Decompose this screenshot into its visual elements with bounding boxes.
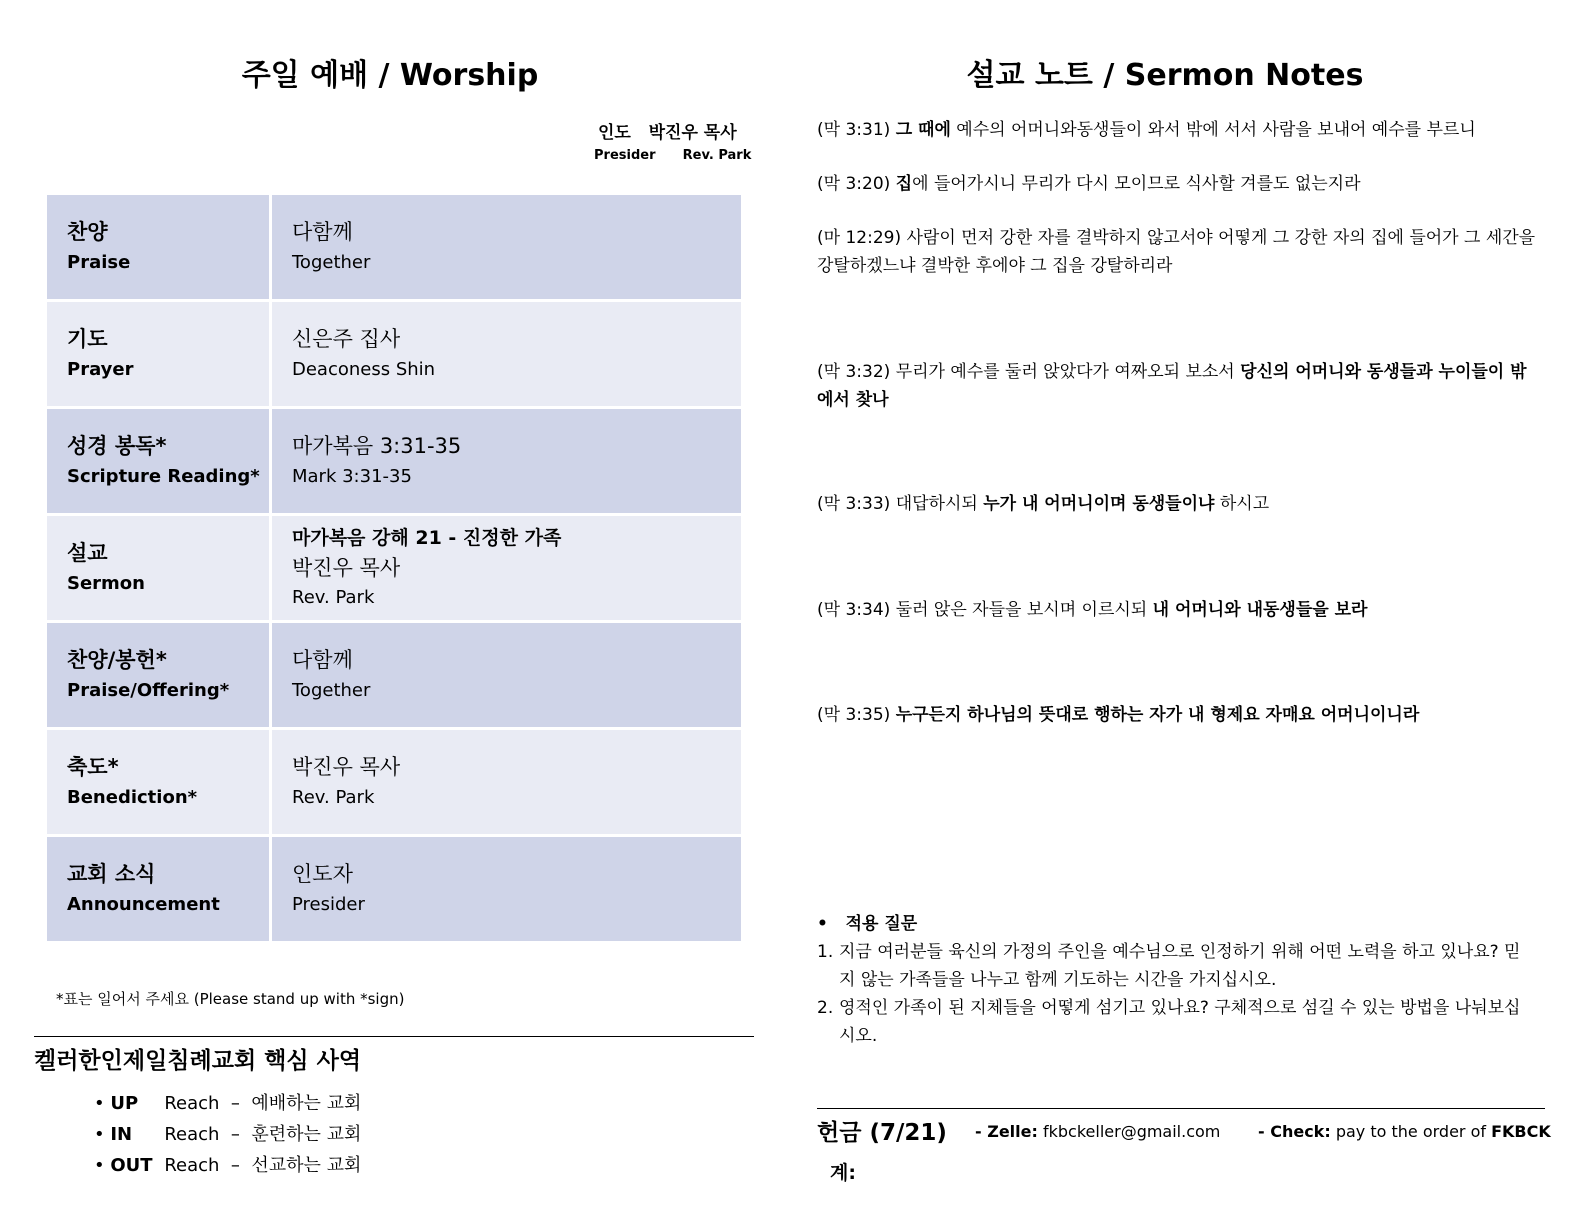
presider-en-label: Presider [594, 148, 656, 163]
order-label-cell [46, 408, 271, 515]
right-divider [817, 1108, 1545, 1109]
order-ko: 찬양 [67, 220, 108, 244]
presider-ko-name: 박진우 목사 [648, 123, 737, 143]
zelle-info: - Zelle: fkbckeller@gmail.com [975, 1122, 1221, 1141]
order-en: Benediction* [67, 787, 198, 808]
question-1: 1. 지금 여러분들 육신의 가정의 주인을 예수님으로 인정하기 위해 어떤 노력을 하고 있나요? 믿지 않는 가족들을 나누고 함께 기도하는 시간을 가지십시오. [817, 942, 1521, 990]
detail-en: Deaconess Shin [292, 359, 436, 380]
verse-5: (막 3:33) 대답하시되 누가 내 어머니이며 동생들이냐 하시고 [817, 494, 1270, 514]
verse-6: (막 3:34) 둘러 앉은 자들을 보시며 이르시되 내 어머니와 내동생들을 보라 [817, 600, 1368, 620]
order-en: Scripture Reading* [67, 466, 260, 487]
order-detail-cell [271, 408, 743, 515]
order-ko: 설교 [67, 541, 108, 565]
order-detail-cell [271, 194, 743, 301]
order-detail-cell [271, 622, 743, 729]
order-ko: 성경 봉독* [67, 434, 167, 458]
presider-en-name: Rev. Park [682, 148, 752, 163]
ministry-item-up: • UP Reach – 예배하는 교회 [94, 1093, 362, 1114]
presider-label-en [594, 148, 751, 163]
sermon-title: 마가복음 강해 21 - 진정한 가족 [292, 527, 562, 549]
questions-title: • 적용 질문 [817, 914, 918, 934]
order-label-cell [46, 301, 271, 408]
worship-title: 주일 예배 / Worship [241, 58, 539, 93]
verse-3: (마 12:29) 사람이 먼저 강한 자를 결박하지 않고서야 어떻게 그 강한 자의 집에 들어가 그 세간을 강탈하겠느냐 결박한 후에야 그 집을 강탈하리라 [817, 228, 1536, 276]
verse-4: (막 3:32) 무리가 예수를 둘러 앉았다가 여짜오되 보소서 당신의 어머니와 동생들과 누이들이 밖에서 찾나 [817, 362, 1527, 410]
order-ko: 축도* [67, 755, 119, 779]
order-en: Prayer [67, 359, 134, 380]
detail-ko: 인도자 [292, 862, 353, 886]
order-row-praise [46, 194, 743, 301]
verse-2: (막 3:20) 집에 들어가시니 무리가 다시 모이므로 식사할 겨를도 없는지라 [817, 174, 1361, 194]
verse-7: (막 3:35) 누구든지 하나님의 뜻대로 행하는 자가 내 형제요 자매요 어머니이니라 [817, 705, 1420, 725]
order-label-cell [46, 194, 271, 301]
order-ko: 찬양/봉헌* [67, 648, 167, 672]
ministry-item-in: • IN Reach – 훈련하는 교회 [94, 1124, 362, 1145]
order-label-cell [46, 515, 271, 622]
detail-en: Rev. Park [292, 587, 375, 608]
order-row-benediction [46, 729, 743, 836]
order-en: Sermon [67, 573, 145, 594]
order-en: Announcement [67, 894, 220, 915]
total-label: 계: [830, 1162, 856, 1184]
verse-1: (막 3:31) 그 때에 예수의 어머니와동생들이 와서 밖에 서서 사람을 보내어 예수를 부르니 [817, 120, 1476, 140]
order-label-cell [46, 622, 271, 729]
detail-ko: 다함께 [292, 648, 353, 672]
detail-en: Together [292, 252, 371, 273]
left-divider [34, 1036, 754, 1037]
check-info: - Check: pay to the order of FKBCK [1258, 1122, 1551, 1141]
detail-ko: 박진우 목사 [292, 556, 401, 580]
detail-en: Mark 3:31-35 [292, 466, 412, 487]
presider-ko-label: 인도 [598, 123, 631, 143]
detail-en: Rev. Park [292, 787, 375, 808]
ministry-list [94, 1088, 361, 1181]
order-row-prayer [46, 301, 743, 408]
detail-en: Together [292, 680, 371, 701]
detail-ko: 다함께 [292, 220, 353, 244]
detail-ko: 마가복음 3:31-35 [292, 434, 462, 458]
worship-order-table [44, 192, 744, 944]
order-detail-cell [271, 515, 743, 622]
presider-label-ko [598, 118, 737, 143]
order-row-scripture [46, 408, 743, 515]
order-label-cell [46, 729, 271, 836]
order-ko: 교회 소식 [67, 862, 156, 886]
order-detail-cell [271, 729, 743, 836]
order-en: Praise/Offering* [67, 680, 230, 701]
detail-en: Presider [292, 894, 365, 915]
stand-note: *표는 일어서 주세요 (Please stand up with *sign) [56, 990, 405, 1008]
order-en: Praise [67, 252, 131, 273]
order-label-cell [46, 836, 271, 943]
detail-ko: 신은주 집사 [292, 327, 401, 351]
ministry-title: 켈러한인제일침례교회 핵심 사역 [34, 1048, 362, 1074]
order-row-announcement [46, 836, 743, 943]
order-detail-cell [271, 836, 743, 943]
ministry-item-out: • OUT Reach – 선교하는 교회 [94, 1155, 362, 1176]
sermon-notes-title: 설교 노트 / Sermon Notes [966, 58, 1364, 93]
order-detail-cell [271, 301, 743, 408]
order-row-offering [46, 622, 743, 729]
order-row-sermon [46, 515, 743, 622]
order-ko: 기도 [67, 327, 108, 351]
detail-ko: 박진우 목사 [292, 755, 401, 779]
question-2: 2. 영적인 가족이 된 지체들을 어떻게 섬기고 있나요? 구체적으로 섬길 수 있는 방법을 나눠보십시오. [817, 998, 1521, 1046]
offering-title: 헌금 (7/21) [817, 1120, 947, 1146]
